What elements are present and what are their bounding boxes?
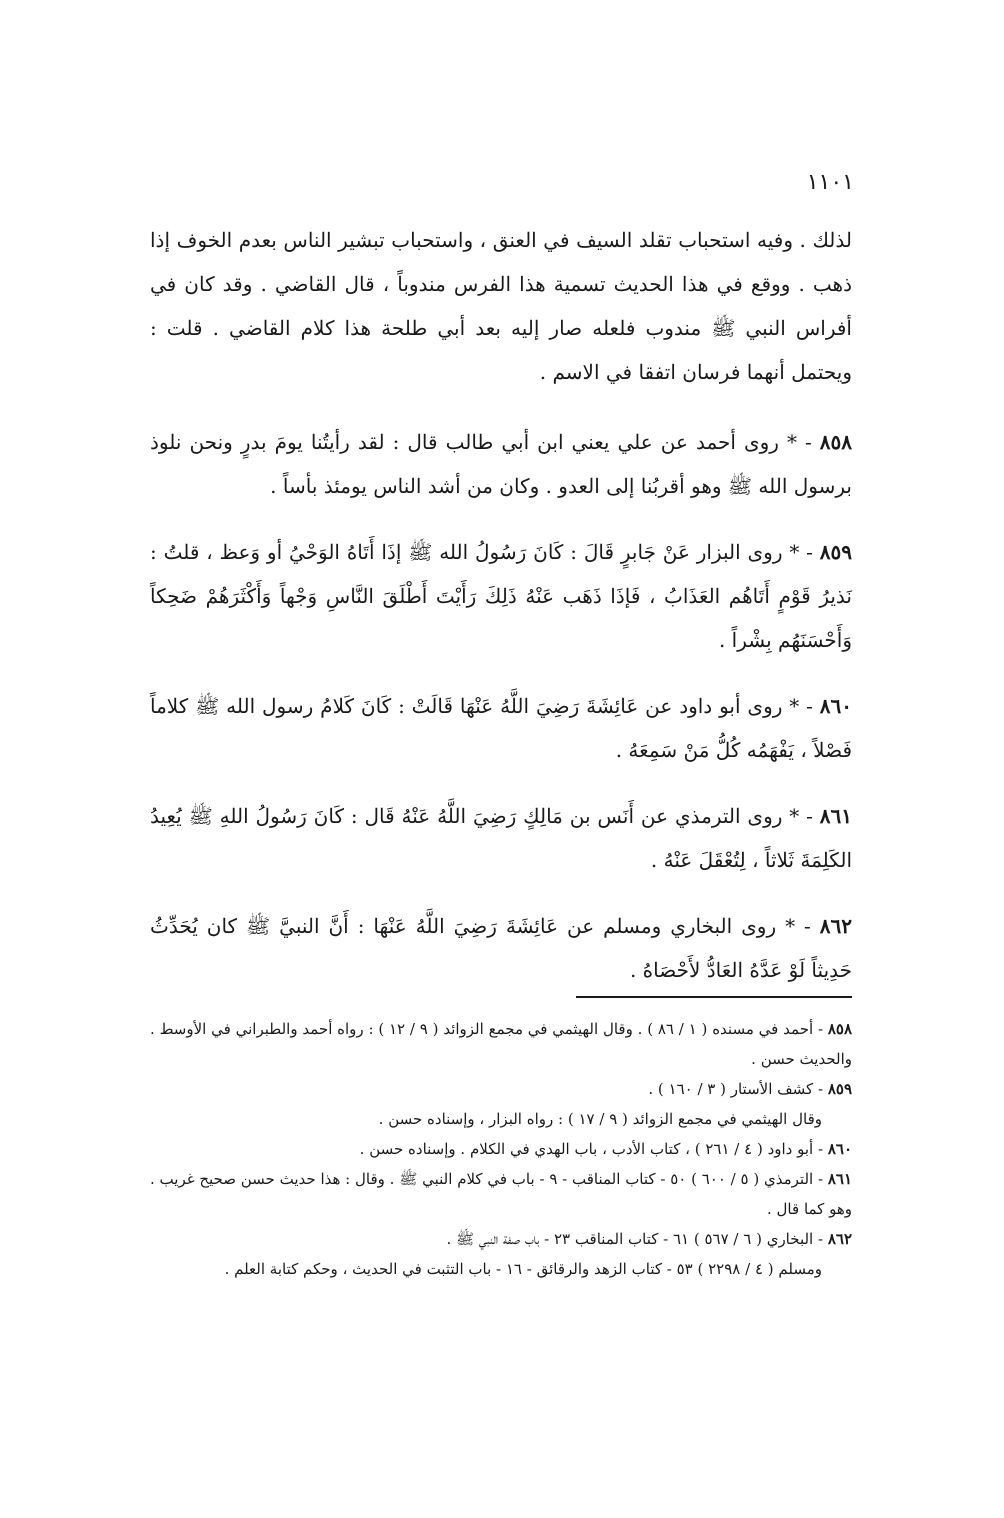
hadith-paragraph [150, 684, 852, 772]
footnotes [150, 1014, 852, 1284]
main-text [150, 218, 852, 1014]
footnote-continuation [150, 1254, 852, 1284]
page-number: ١١٠١ [806, 170, 854, 195]
footnote-text: - الترمذي ( ٥ / ٦٠٠ ) ٥٠ - كتاب المناقب - ٩ - باب في كلام النبي ﷺ . وقال : هذا حديث حسن صحيح غريب . وهو كما قال . [150, 1170, 852, 1218]
hadith-text: - * روى أبو داود عن عَائِشَةَ رَضِيَ اللَّهُ عَنْهَا قَالَتْ : كَانَ كَلامُ رسول الله ﷺ كلاماً فَصْلاً ، يَفْهَمُه كُلُّ مَنْ سَمِعَهُ . [150, 694, 852, 762]
footnote-number: ٨٥٩ [827, 1080, 852, 1098]
footnote-number: ٨٥٨ [827, 1020, 853, 1038]
hadith-paragraph [150, 794, 852, 882]
hadith-text: - * روى البزار عَنْ جَابرٍ قَالَ : كَانَ رَسُولُ الله ﷺ إذَا أَتَاهُ الوَحْيُ أو وَعظ ، قلتُ : نَذيرُ قَوْمٍ أَتَاهُم العَذَابُ ، فَإذَا ذَهَب عَنْهُ ذَلِكَ رَأَيْتَ أَطْلَقَ النَّاسِ وَجْهاً وَأَكْثَرَهُمْ ضَحِكاً وَأَحْسَنَهُم بِشْراً . [150, 540, 852, 652]
footnote [150, 1134, 852, 1164]
footnote [150, 1164, 852, 1224]
hadith-number: ٨٦٢ [819, 914, 853, 938]
footnote-continuation [150, 1104, 852, 1134]
hadith-number: ٨٦١ [819, 804, 852, 828]
footnote-number: ٨٦٢ [827, 1230, 852, 1248]
hadith-text: - * روى أحمد عن علي يعني ابن أبي طالب قال : لقد رأيتُنا يومَ بدرٍ ونحن نلوذ برسول الله ﷺ وهو أقربُنا إلى العدو . وكان من أشد الناس يومئذ بأساً . [150, 430, 852, 498]
footnote [150, 1074, 852, 1104]
footnote-divider [576, 996, 852, 998]
hadith-text: - * روى الترمذي عن أَنَس بن مَالِكٍ رَضِيَ اللَّهُ عَنْهُ قَال : كَانَ رَسُولُ اللهِ ﷺ يُعِيدُ الكَلِمَةَ ثَلاثاً ، لِتُعْقَلَ عَنْهُ . [150, 804, 852, 872]
hadith-paragraph [150, 904, 852, 992]
hadith-number: ٨٥٨ [819, 430, 852, 454]
hadith-paragraph [150, 530, 852, 662]
hadith-number: ٨٦٠ [819, 694, 852, 718]
footnote-text: - أبو داود ( ٤ / ٢٦١ ) ، كتاب الأدب ، باب الهدي في الكلام . وإسناده حسن . [359, 1140, 824, 1158]
footnote-text: - أحمد في مسنده ( ١ / ٨٦ ) . وقال الهيثمي في مجمع الزوائد ( ٩ / ١٢ ) : رواه أحمد والطبراني في الأوسط . والحديث حسن . [150, 1020, 852, 1068]
footnote-text: - كشف الأستار ( ٣ / ١٦٠ ) . [648, 1080, 824, 1098]
footnote [150, 1014, 852, 1074]
hadith-number: ٨٥٩ [819, 540, 852, 564]
hadith-paragraph [150, 420, 852, 508]
footnote-text: - البخاري ( ٦ / ٥٦٧ ) ٦١ - كتاب المناقب ٢٣ - باب صفة النبي ﷺ . [446, 1230, 824, 1248]
hadith-text: - * روى البخاري ومسلم عن عَائِشَةَ رَضِيَ اللَّهُ عَنْهَا : أَنَّ النبيَّ ﷺ كان يُحَدِّثُ حَدِيثاً لَوْ عَدَّهُ العَادُّ لأَحْصَاهُ . [150, 914, 852, 982]
footnote [150, 1224, 852, 1254]
footnote-number: ٨٦١ [827, 1170, 852, 1188]
footnote-text: وقال الهيثمي في مجمع الزوائد ( ٩ / ١٧ ) : رواه البزار ، وإسناده حسن . [378, 1110, 822, 1128]
footnote-text: ومسلم ( ٤ / ٢٢٩٨ ) ٥٣ - كتاب الزهد والرقائق - ١٦ - باب التثبت في الحديث ، وحكم كتابة العلم . [224, 1260, 822, 1278]
intro-paragraph: لذلك . وفيه استحباب تقلد السيف في العنق ، واستحباب تبشير الناس بعدم الخوف إذا ذهب . ووقع في هذا الحديث تسمية هذا الفرس مندوباً ، قال القاضي . وقد كان في أفراس النبي ﷺ مندوب فلعله صار إليه بعد أبي طلحة هذا كلام القاضي . قلت : ويحتمل أنهما فرسان اتفقا في الاسم . [150, 228, 852, 384]
footnote-number: ٨٦٠ [827, 1140, 852, 1158]
